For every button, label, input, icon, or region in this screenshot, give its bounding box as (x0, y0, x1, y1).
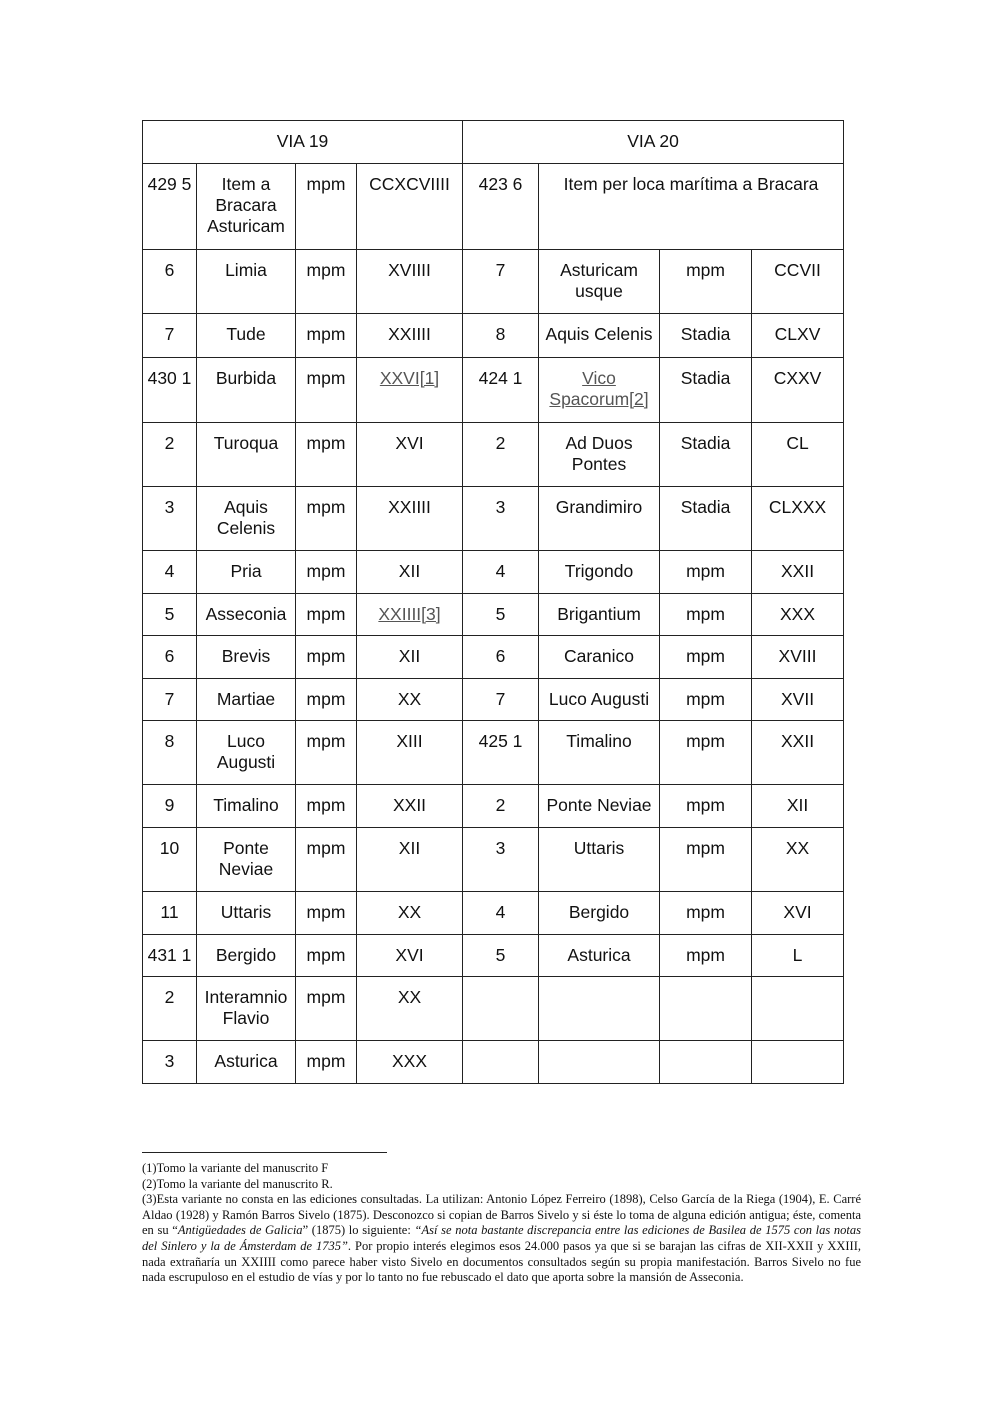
via20-unit-cell: mpm (660, 250, 752, 314)
via19-distance-cell: XII (357, 636, 463, 679)
via19-distance-cell: CCXCVIIII (357, 164, 463, 250)
table-row (143, 250, 844, 314)
table-row (143, 487, 844, 551)
via19-station-cell: Tude (197, 314, 296, 358)
footnote-separator (142, 1152, 387, 1153)
via19-station-cell: Uttaris (197, 892, 296, 935)
via20-distance-cell: XVIII (752, 636, 844, 679)
via19-ref-cell: 10 (143, 828, 197, 892)
via19-distance-cell: XXIIII (357, 487, 463, 551)
via20-distance-cell: XII (752, 785, 844, 828)
via19-station-cell: Burbida (197, 358, 296, 423)
via20-unit-cell (660, 1041, 752, 1084)
via20-unit-cell: Stadia (660, 487, 752, 551)
via19-station-cell: Interamnio Flavio (197, 977, 296, 1041)
via20-unit-cell: mpm (660, 679, 752, 721)
footnote-3-text-c: . Por propio interés elegimos esos 24.000 pasos ya que si se barajan las cifras de XII-XXII y XXIII, nada extrañaría un XXIIII como parece haber visto Sivelo en documentos consultados según su propia manifestación. Barros Sivelo no fue nada escrupuloso en el estudio de vías y por lo tanto no fue rebuscado el dato que aporta sobre la mansión de Asseconia. (142, 1238, 861, 1285)
via19-distance-cell: XX (357, 892, 463, 935)
via20-station-cell: Timalino (539, 721, 660, 785)
via20-ref-cell: 5 (463, 935, 539, 977)
via20-unit-cell: mpm (660, 892, 752, 935)
via19-ref-cell: 6 (143, 636, 197, 679)
via20-ref-cell: 6 (463, 636, 539, 679)
via20-ref-cell: 4 (463, 551, 539, 594)
via20-ref-cell: 5 (463, 594, 539, 636)
via20-ref-cell: 3 (463, 828, 539, 892)
table-row (143, 977, 844, 1041)
table-row (143, 828, 844, 892)
via19-unit-cell: mpm (296, 250, 357, 314)
via19-distance-cell: XXII (357, 785, 463, 828)
via20-unit-cell: Stadia (660, 423, 752, 487)
table-row (143, 636, 844, 679)
via20-station-cell: Caranico (539, 636, 660, 679)
via20-distance-cell (752, 977, 844, 1041)
via20-station-cell: Item per loca marítima a Bracara (539, 164, 844, 250)
via19-unit-cell: mpm (296, 1041, 357, 1084)
via20-distance-cell: CLXXX (752, 487, 844, 551)
via19-unit-cell: mpm (296, 314, 357, 358)
footnotes (142, 1161, 861, 1286)
via20-distance-cell: CCVII (752, 250, 844, 314)
via20-ref-cell (463, 977, 539, 1041)
via19-ref-cell: 11 (143, 892, 197, 935)
via19-station-cell: Aquis Celenis (197, 487, 296, 551)
via19-distance-cell: XVIIII (357, 250, 463, 314)
via19-unit-cell: mpm (296, 721, 357, 785)
via20-station-cell: Brigantium (539, 594, 660, 636)
via20-ref-cell: 8 (463, 314, 539, 358)
table-body (143, 121, 844, 1084)
via20-unit-cell: mpm (660, 828, 752, 892)
via20-unit-cell: mpm (660, 551, 752, 594)
via19-ref-cell: 9 (143, 785, 197, 828)
via19-distance-cell: XII (357, 551, 463, 594)
footnote-3-text-a: (3)Esta variante no consta en las ediciones consultadas. La utilizan: Antonio López Ferreiro (1898), Celso García de la Riega (1904), E. Carré Aldao (1928) y Ramón Barros Sivelo (1875). Desconozco si copian de Barros Sivelo y si éste lo toma de alguna edición antigua; éste, comenta en su “ (142, 1192, 861, 1238)
via19-ref-cell: 3 (143, 487, 197, 551)
via19-ref-cell: 2 (143, 977, 197, 1041)
footnote-ref-link[interactable]: XXIIII[3] (378, 604, 441, 624)
via19-unit-cell: mpm (296, 551, 357, 594)
via19-distance-cell: XX (357, 977, 463, 1041)
via19-station-cell: Asseconia (197, 594, 296, 636)
via20-station-cell: Trigondo (539, 551, 660, 594)
table-row (143, 164, 844, 250)
footnote-3-quote: “Así se nota bastante discrepancia entre las ediciones de Basilea de 1575 con las notas del Sinlero y la de Ámsterdam de 1735” (142, 1223, 861, 1253)
via20-ref-cell (463, 1041, 539, 1084)
footnote-2: (2)Tomo la variante del manuscrito R. (142, 1176, 333, 1191)
footnote-ref-link[interactable]: XXVI[1] (379, 368, 440, 388)
via20-unit-cell: mpm (660, 721, 752, 785)
via20-unit-cell: mpm (660, 785, 752, 828)
via19-station-cell: Martiae (197, 679, 296, 721)
via20-distance-cell: CXXV (752, 358, 844, 423)
via20-unit-cell (660, 977, 752, 1041)
footnote-3-text-b: ” (1875) lo siguiente: (302, 1223, 415, 1238)
table-row (143, 594, 844, 636)
footnote-ref-link[interactable]: Vico Spacorum[2] (549, 368, 649, 409)
via19-header: VIA 19 (143, 121, 463, 164)
via19-distance-cell: XXX (357, 1041, 463, 1084)
via19-station-cell: Asturica (197, 1041, 296, 1084)
via20-distance-cell: XXII (752, 551, 844, 594)
via19-station-cell: Luco Augusti (197, 721, 296, 785)
via19-distance-cell: XXIIII (357, 314, 463, 358)
via20-station-cell: Bergido (539, 892, 660, 935)
via20-distance-cell: XVII (752, 679, 844, 721)
via20-station-cell: Asturicam usque (539, 250, 660, 314)
via19-ref-cell: 8 (143, 721, 197, 785)
table-row (143, 1041, 844, 1084)
via19-ref-cell: 429 5 (143, 164, 197, 250)
table-row (143, 785, 844, 828)
via20-unit-cell: Stadia (660, 358, 752, 423)
via20-distance-cell: L (752, 935, 844, 977)
via20-distance-cell: XX (752, 828, 844, 892)
table-row (143, 314, 844, 358)
via19-station-cell: Limia (197, 250, 296, 314)
table-row (143, 423, 844, 487)
via19-station-cell: Item a Bracara Asturicam (197, 164, 296, 250)
via20-distance-cell: XXX (752, 594, 844, 636)
via19-distance-cell (357, 358, 463, 423)
via19-station-cell: Turoqua (197, 423, 296, 487)
via20-unit-cell: Stadia (660, 314, 752, 358)
via20-ref-cell: 423 6 (463, 164, 539, 250)
via20-station-cell: Ad Duos Pontes (539, 423, 660, 487)
via19-unit-cell: mpm (296, 636, 357, 679)
table-row (143, 892, 844, 935)
via20-ref-cell: 2 (463, 785, 539, 828)
via20-header: VIA 20 (463, 121, 844, 164)
table-row (143, 358, 844, 423)
header-row (143, 121, 844, 164)
via20-ref-cell: 425 1 (463, 721, 539, 785)
via19-ref-cell: 4 (143, 551, 197, 594)
via19-ref-cell: 7 (143, 679, 197, 721)
via20-ref-cell: 2 (463, 423, 539, 487)
via19-ref-cell: 7 (143, 314, 197, 358)
via20-station-cell: Aquis Celenis (539, 314, 660, 358)
via19-distance-cell (357, 594, 463, 636)
via19-unit-cell: mpm (296, 594, 357, 636)
via19-station-cell: Timalino (197, 785, 296, 828)
via19-unit-cell: mpm (296, 828, 357, 892)
table-row (143, 679, 844, 721)
via20-station-cell: Uttaris (539, 828, 660, 892)
via19-unit-cell: mpm (296, 487, 357, 551)
via19-station-cell: Ponte Neviae (197, 828, 296, 892)
via19-ref-cell: 6 (143, 250, 197, 314)
via20-ref-cell: 424 1 (463, 358, 539, 423)
via20-station-cell: Grandimiro (539, 487, 660, 551)
via19-distance-cell: XII (357, 828, 463, 892)
via20-station-cell: Ponte Neviae (539, 785, 660, 828)
via20-distance-cell: CL (752, 423, 844, 487)
via20-ref-cell: 3 (463, 487, 539, 551)
via19-unit-cell: mpm (296, 164, 357, 250)
via20-distance-cell: XVI (752, 892, 844, 935)
via20-ref-cell: 7 (463, 679, 539, 721)
via19-ref-cell: 431 1 (143, 935, 197, 977)
table-row (143, 551, 844, 594)
via20-distance-cell: XXII (752, 721, 844, 785)
via19-station-cell: Brevis (197, 636, 296, 679)
via19-ref-cell: 3 (143, 1041, 197, 1084)
via20-ref-cell: 4 (463, 892, 539, 935)
via19-unit-cell: mpm (296, 358, 357, 423)
footnote-1: (1)Tomo la variante del manuscrito F (142, 1161, 329, 1175)
via19-unit-cell: mpm (296, 935, 357, 977)
table-row (143, 935, 844, 977)
via19-ref-cell: 2 (143, 423, 197, 487)
footnote-3 (142, 1192, 861, 1286)
via19-station-cell: Bergido (197, 935, 296, 977)
footnote-3-book-title: Antigüedades de Galicia (177, 1223, 303, 1238)
via20-station-cell (539, 358, 660, 423)
via20-unit-cell: mpm (660, 594, 752, 636)
via19-distance-cell: XIII (357, 721, 463, 785)
via19-unit-cell: mpm (296, 977, 357, 1041)
via20-station-cell: Asturica (539, 935, 660, 977)
via19-distance-cell: XX (357, 679, 463, 721)
via19-unit-cell: mpm (296, 785, 357, 828)
via20-station-cell: Luco Augusti (539, 679, 660, 721)
via19-ref-cell: 5 (143, 594, 197, 636)
table-row (143, 721, 844, 785)
itinerary-table (142, 120, 844, 1084)
via20-distance-cell (752, 1041, 844, 1084)
via20-unit-cell: mpm (660, 636, 752, 679)
via19-station-cell: Pria (197, 551, 296, 594)
via19-ref-cell: 430 1 (143, 358, 197, 423)
via19-distance-cell: XVI (357, 423, 463, 487)
via20-unit-cell: mpm (660, 935, 752, 977)
via19-unit-cell: mpm (296, 423, 357, 487)
via20-distance-cell: CLXV (752, 314, 844, 358)
via20-ref-cell: 7 (463, 250, 539, 314)
via19-unit-cell: mpm (296, 892, 357, 935)
via19-distance-cell: XVI (357, 935, 463, 977)
via19-unit-cell: mpm (296, 679, 357, 721)
via20-station-cell (539, 977, 660, 1041)
via20-station-cell (539, 1041, 660, 1084)
